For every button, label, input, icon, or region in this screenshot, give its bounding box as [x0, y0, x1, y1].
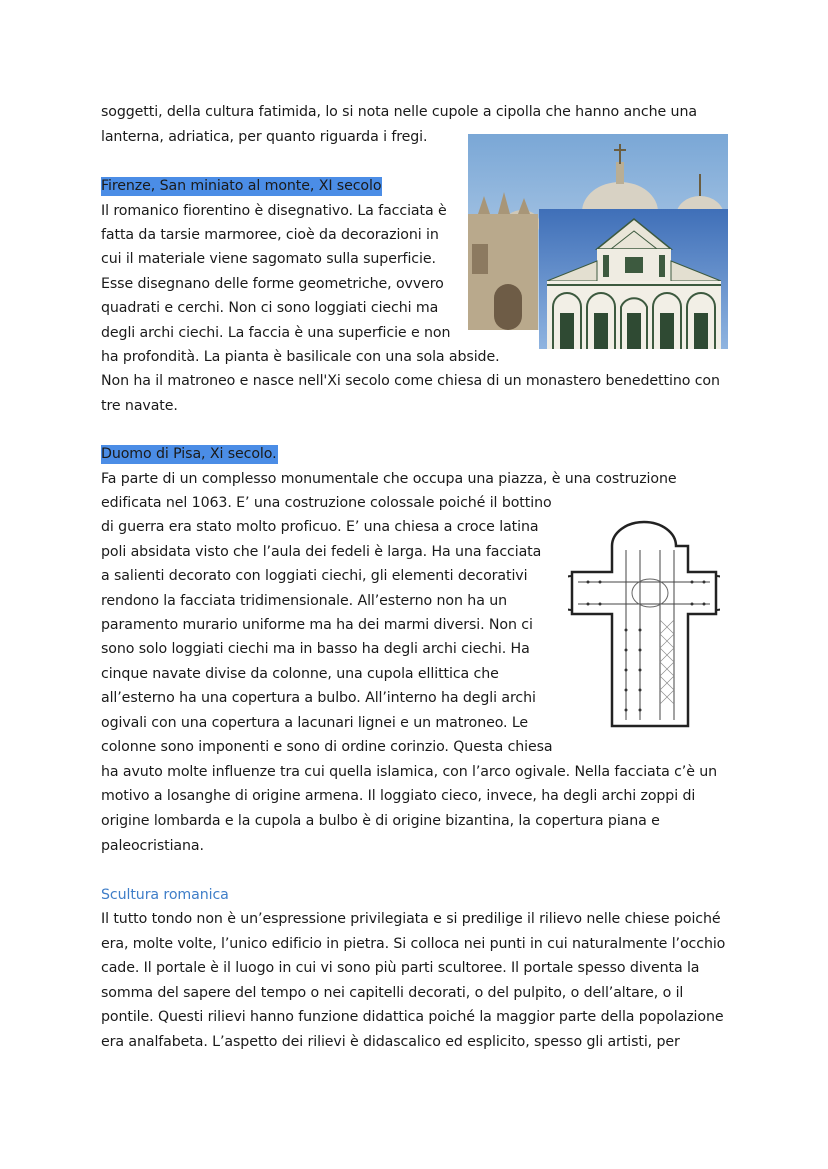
text-line: origine lombarda e la cupola a bulbo è di origine bizantina, la copertura piana e	[101, 813, 660, 829]
text-line: fatta da tarsie marmoree, cioè da decorazioni in	[101, 227, 439, 243]
text-line: era analfabeta. L’aspetto dei rilievi è didascalico ed esplicito, spesso gli artisti, per	[101, 1034, 680, 1050]
text-line: soggetti, della cultura fatimida, lo si nota nelle cupole a cipolla che hanno anche una	[101, 104, 697, 120]
text-line: paleocristiana.	[101, 838, 204, 854]
text-line: degli archi ciechi. La faccia è una superficie e non	[101, 325, 451, 341]
text-line: lanterna, adriatica, per quanto riguarda i fregi.	[101, 129, 428, 145]
section-heading-pisa	[101, 445, 278, 463]
text-line: Esse disegnano delle forme geometriche, ovvero	[101, 276, 444, 292]
text-line: era, molte volte, l’unico edificio in pietra. Si colloca nei punti in cui naturalmente l’occhio	[101, 936, 726, 952]
text-line: motivo a losanghe di origine armena. Il loggiato cieco, invece, ha degli archi zoppi di	[101, 788, 696, 804]
text-line: Il romanico fiorentino è disegnativo. La facciata è	[101, 203, 447, 219]
text-line: Il tutto tondo non è un’espressione privilegiata e si predilige il rilievo nelle chiese poiché	[101, 911, 721, 927]
section-heading-san-miniato	[101, 177, 382, 195]
text-line: cinque navate divise da colonne, una cupola ellittica che	[101, 666, 499, 682]
text-line: paramento murario uniforme ma ha dei marmi diversi. Non ci	[101, 617, 533, 633]
text-line: di guerra era stato molto proficuo. E’ una chiesa a croce latina	[101, 519, 539, 535]
text-line: pontile. Questi rilievi hanno funzione didattica poiché la maggior parte della popolazione	[101, 1009, 724, 1025]
floor-plan-pisa-cathedral	[568, 520, 720, 728]
text-line: rendono la facciata tridimensionale. All’esterno non ha un	[101, 593, 507, 609]
text-line: cui il materiale viene sagomato sulla superficie.	[101, 251, 436, 267]
text-line: colonne sono imponenti e sono di ordine corinzio. Questa chiesa	[101, 739, 553, 755]
text-line: a salienti decorato con loggiati ciechi, gli elementi decorativi	[101, 568, 528, 584]
photo-san-miniato-al-monte	[539, 209, 728, 349]
text-line: somma del sapere del tempo o nei capitelli decorati, o del pulpito, o dell’altare, o il	[101, 985, 684, 1001]
text-line: sono solo loggiati ciechi ma in basso ha degli archi ciechi. Ha	[101, 641, 530, 657]
text-line: poli absidata visto che l’aula dei fedeli è larga. Ha una facciata	[101, 544, 542, 560]
text-line: quadrati e cerchi. Non ci sono loggiati ciechi ma	[101, 300, 439, 316]
text-line: cade. Il portale è il luogo in cui vi sono più parti scultoree. Il portale spesso diventa la	[101, 960, 700, 976]
text-line: ogivali con una copertura a lacunari lignei e un matroneo. Le	[101, 715, 529, 731]
section-heading-scultura: Scultura romanica	[101, 887, 229, 903]
text-line: all’esterno ha una copertura a bulbo. All’interno ha degli archi	[101, 690, 536, 706]
text-line: Fa parte di un complesso monumentale che occupa una piazza, è una costruzione	[101, 471, 677, 487]
highlight: Firenze, San miniato al monte, XI secolo	[101, 178, 382, 194]
text-line: Non ha il matroneo e nasce nell'Xi secolo come chiesa di un monastero benedettino con	[101, 373, 720, 389]
highlight: Duomo di Pisa, Xi secolo.	[101, 446, 277, 462]
text-line: ha profondità. La pianta è basilicale con una sola abside.	[101, 349, 500, 365]
text-line: edificata nel 1063. E’ una costruzione colossale poiché il bottino	[101, 495, 552, 511]
text-line: tre navate.	[101, 398, 178, 414]
text-line: ha avuto molte influenze tra cui quella islamica, con l’arco ogivale. Nella facciata c’è un	[101, 764, 718, 780]
